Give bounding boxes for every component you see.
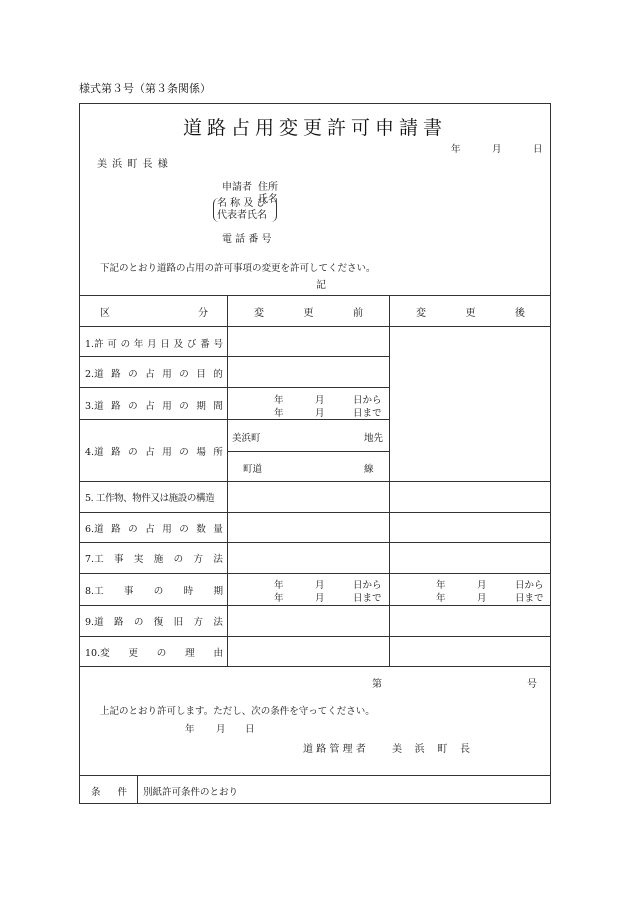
label-char: 的 <box>213 369 223 380</box>
row-divider <box>79 605 551 606</box>
date-month: 月 <box>492 144 502 155</box>
period-from-year: 年 <box>274 395 284 406</box>
phone-label: 電 話 番 号 <box>222 234 272 245</box>
label-char: 施 <box>153 554 164 565</box>
label-char: 期 <box>196 401 206 412</box>
label-char: 8.工 <box>85 586 104 597</box>
timing-after-from-month: 月 <box>477 580 487 591</box>
label-char: 路 <box>113 617 124 628</box>
timing-before-to-day: 日まで <box>353 593 382 604</box>
timing-before-to-month: 月 <box>315 593 325 604</box>
table-top-border <box>79 295 551 296</box>
row-label-permit-date-number <box>85 336 223 350</box>
period-from-day: 日から <box>353 395 382 406</box>
label-char: 及 <box>173 339 184 350</box>
timing-before-to-year: 年 <box>274 593 284 604</box>
row-label-reason <box>85 645 223 659</box>
header-char: 区 <box>100 308 110 319</box>
label-char: の <box>179 524 189 535</box>
label-char: 事 <box>113 554 124 565</box>
label-char: の <box>133 617 144 628</box>
label-char: 4.道 <box>85 447 104 458</box>
label-char: 号 <box>213 339 223 350</box>
row-label-restoration <box>85 614 223 628</box>
label-char: の <box>179 447 189 458</box>
label-char: の <box>128 447 138 458</box>
label-char: 量 <box>213 524 223 535</box>
label-char: 可 <box>107 339 117 350</box>
label-char: 年 <box>133 339 144 350</box>
timing-after-from-year: 年 <box>436 580 446 591</box>
table-bottom-border <box>79 666 551 667</box>
permit-go: 号 <box>527 679 537 690</box>
column-divider <box>227 295 228 666</box>
place-lot: 地先 <box>364 433 384 444</box>
corporate-name-bracket <box>213 198 277 222</box>
label-char: 更 <box>128 648 138 659</box>
applicant-name-label: 氏名 <box>258 194 278 205</box>
label-char: の <box>156 648 167 659</box>
ki-label: 記 <box>316 280 326 291</box>
label-char: の <box>179 369 189 380</box>
label-char: 占 <box>145 401 155 412</box>
request-text: 下記のとおり道路の占用の許可事項の変更を許可してください。 <box>100 263 376 274</box>
permit-dai: 第 <box>372 679 382 690</box>
header-char: 更 <box>465 308 476 319</box>
row-divider <box>79 512 551 513</box>
addressee: 美 浜 町 長 様 <box>97 159 169 170</box>
label-char: 2.道 <box>85 369 104 380</box>
label-char: 3.道 <box>85 401 104 412</box>
label-char: 旧 <box>173 617 184 628</box>
permit-date-year: 年 <box>185 724 195 735</box>
row-divider <box>79 387 389 388</box>
conditions-char: 条 <box>91 787 101 798</box>
label-char: 理 <box>185 648 195 659</box>
label-char: び <box>186 339 197 350</box>
row-label-method <box>85 551 223 565</box>
permit-date-month: 月 <box>216 724 226 735</box>
place-line: 線 <box>364 464 374 475</box>
row-label-purpose <box>85 366 223 380</box>
label-char: 月 <box>147 339 157 350</box>
label-char: の <box>128 524 138 535</box>
label-char: 場 <box>196 447 206 458</box>
header-char: 更 <box>303 308 314 319</box>
place-road: 町道 <box>243 464 263 475</box>
form-title: 道路占用変更許可申請書 <box>182 117 447 139</box>
label-char: 法 <box>213 617 223 628</box>
label-char: の <box>128 401 138 412</box>
timing-before-from-year: 年 <box>274 580 284 591</box>
label-char: 期 <box>213 586 223 597</box>
header-char: 後 <box>515 308 525 319</box>
label-char: 所 <box>213 447 223 458</box>
authority-char: 美 <box>392 744 402 755</box>
label-char: 7.工 <box>85 554 104 565</box>
label-char: 番 <box>200 339 210 350</box>
label-char: 実 <box>133 554 144 565</box>
authority-char: 長 <box>459 744 470 755</box>
label-char: 由 <box>213 648 223 659</box>
corporate-name-line2: 代表者氏名 <box>217 210 267 221</box>
row-divider <box>79 542 551 543</box>
label-char: 占 <box>145 447 155 458</box>
conditions-char: 件 <box>117 787 127 798</box>
timing-after-from-day: 日から <box>515 580 544 591</box>
timing-before-from-day: 日から <box>353 580 382 591</box>
row-divider <box>79 419 389 420</box>
authority-title: 道 路 管 理 者 <box>303 744 366 755</box>
label-char: 用 <box>162 524 172 535</box>
label-char: の <box>153 586 164 597</box>
period-to-year: 年 <box>274 408 284 419</box>
header-before <box>254 304 363 319</box>
applicant-label: 申請者 <box>222 182 252 193</box>
place-town: 美浜町 <box>232 433 261 444</box>
period-to-month: 月 <box>315 408 325 419</box>
label-char: の <box>173 554 184 565</box>
row-divider <box>79 356 389 357</box>
permit-text: 上記のとおり許可します。ただし、次の条件を守ってください。 <box>100 706 375 717</box>
label-char: 占 <box>145 524 155 535</box>
label-char: 方 <box>193 617 204 628</box>
header-category <box>100 304 208 319</box>
conditions-value: 別紙許可条件のとおり <box>143 787 239 798</box>
date-day: 日 <box>533 144 543 155</box>
row-divider <box>79 326 551 327</box>
column-divider <box>389 295 390 666</box>
label-char: 用 <box>162 447 172 458</box>
authority-char: 浜 <box>414 744 425 755</box>
row-divider <box>79 481 551 482</box>
timing-before-from-month: 月 <box>315 580 325 591</box>
label-char: 占 <box>145 369 155 380</box>
row-label-timing <box>85 583 223 597</box>
header-char: 変 <box>416 308 426 319</box>
label-char: 間 <box>213 401 223 412</box>
header-char: 変 <box>254 308 264 319</box>
label-char: の <box>120 339 131 350</box>
authority-name <box>392 740 470 755</box>
label-char: 法 <box>213 554 223 565</box>
label-char: の <box>179 401 189 412</box>
period-from-month: 月 <box>315 395 325 406</box>
row-label-period <box>85 398 223 412</box>
conditions-divider <box>137 775 138 804</box>
label-char: 路 <box>111 524 121 535</box>
label-char: 目 <box>196 369 206 380</box>
row-divider <box>79 636 551 637</box>
label-char: 9.道 <box>85 617 104 628</box>
label-char: 6.道 <box>85 524 104 535</box>
timing-after-to-month: 月 <box>477 593 487 604</box>
label-char: 用 <box>162 369 172 380</box>
label-char: 時 <box>183 586 194 597</box>
period-to-day: 日まで <box>353 408 382 419</box>
conditions-label <box>91 784 127 798</box>
row-divider <box>228 451 389 452</box>
label-char: 路 <box>111 369 121 380</box>
date-year: 年 <box>451 144 461 155</box>
corporate-name-line1: 名 称 及 び <box>217 198 267 209</box>
label-char: 数 <box>196 524 206 535</box>
timing-after-to-day: 日まで <box>515 593 544 604</box>
label-char: 復 <box>153 617 164 628</box>
header-after <box>416 304 525 319</box>
row-label-quantity <box>85 521 223 535</box>
label-char: 路 <box>111 447 121 458</box>
label-char: 1.許 <box>85 339 104 350</box>
label-char: の <box>128 369 138 380</box>
row-divider <box>79 573 551 574</box>
label-char: 用 <box>162 401 172 412</box>
label-char: 方 <box>193 554 204 565</box>
header-char: 分 <box>198 308 208 319</box>
row-label-structure: 5. 工作物、物件又は施設の構造 <box>85 493 215 504</box>
label-char: 路 <box>111 401 121 412</box>
authority-char: 町 <box>437 744 448 755</box>
label-char: 日 <box>160 339 170 350</box>
timing-after-to-year: 年 <box>436 593 446 604</box>
permit-date-day: 日 <box>245 724 255 735</box>
row-label-place <box>85 444 223 458</box>
applicant-address-label: 住所 <box>258 182 278 193</box>
label-char: 事 <box>123 586 134 597</box>
conditions-top-border <box>79 775 551 776</box>
label-char: 10.変 <box>85 648 110 659</box>
header-char: 前 <box>353 308 363 319</box>
form-number-label: 様式第３号（第３条関係） <box>79 82 211 95</box>
